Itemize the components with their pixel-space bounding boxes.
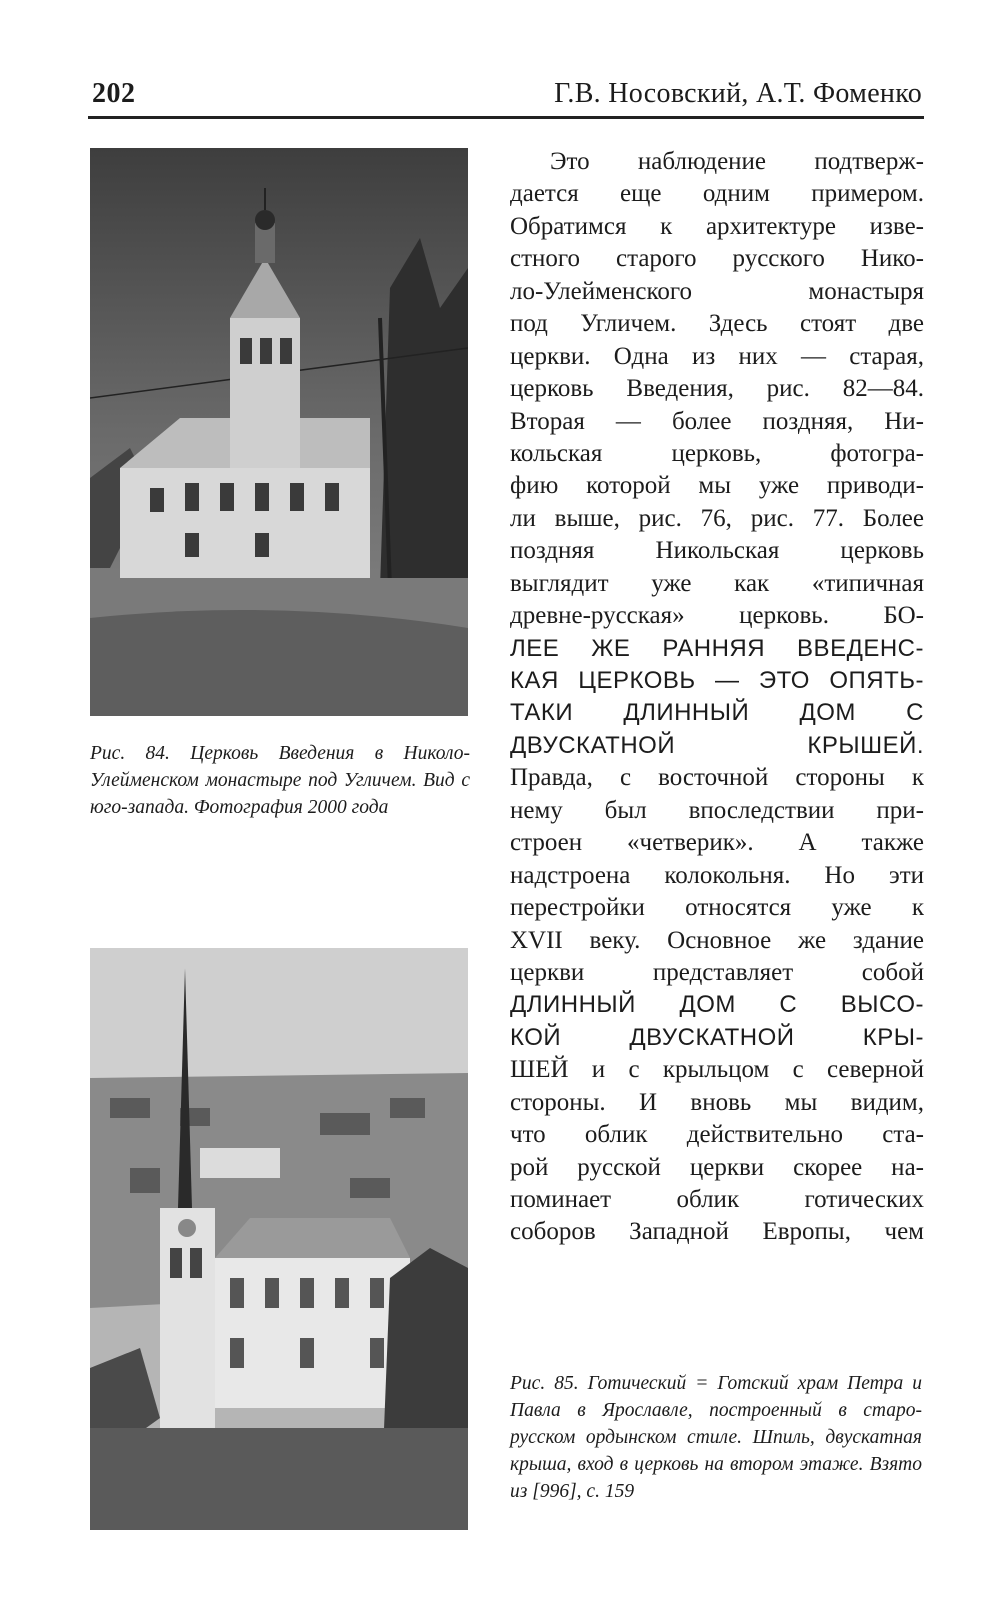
body-line: ШЕЙ и с крыльцом с северной bbox=[510, 1056, 924, 1084]
body-line: под Угличем. Здесь стоят две bbox=[510, 310, 924, 338]
body-line: Обратимся к архитектуре изве- bbox=[510, 212, 924, 240]
figure-84-caption: Рис. 84. Церковь Введения в Николо-Улейменском монастыре под Угличем. Вид с юго-запада. Фотография 2000 года bbox=[90, 743, 470, 818]
body-line: ли выше, рис. 76, рис. 77. Более bbox=[510, 504, 924, 532]
body-line: древне-русская» церковь. БО- bbox=[510, 602, 924, 630]
body-line: фию которой мы уже приводи- bbox=[510, 472, 924, 500]
body-line: XVII веку. Основное же здание bbox=[510, 926, 924, 954]
body-line: Правда, с восточной стороны к bbox=[510, 764, 924, 792]
body-line: поздняя Никольская церковь bbox=[510, 537, 924, 565]
body-line: поминает облик готических bbox=[510, 1186, 924, 1213]
body-line-emphasis: КАЯ ЦЕРКОВЬ — ЭТО ОПЯТЬ- bbox=[510, 667, 924, 694]
body-line: стного старого русского Нико- bbox=[510, 245, 924, 273]
body-line: надстроена колокольня. Но эти bbox=[510, 861, 924, 889]
body-line: стороны. И вновь мы видим, bbox=[510, 1088, 924, 1116]
body-line: выглядит уже как «типичная bbox=[510, 569, 924, 597]
body-line: Вторая — более поздняя, Ни- bbox=[510, 407, 924, 435]
body-line-emphasis: ТАКИ ДЛИННЫЙ ДОМ С bbox=[510, 699, 924, 727]
body-line-emphasis: КОЙ ДВУСКАТНОЙ КРЫ- bbox=[510, 1023, 924, 1051]
body-line: соборов Западной Европы, чем bbox=[510, 1218, 924, 1246]
body-line: церкви представляет собой bbox=[510, 958, 924, 986]
body-line-emphasis: ДЛИННЫЙ ДОМ С ВЫСО- bbox=[510, 991, 924, 1019]
body-line: рой русской церкви скорее на- bbox=[510, 1153, 924, 1181]
body-text bbox=[510, 146, 924, 1249]
body-line: кольская церковь, фотогра- bbox=[510, 439, 924, 467]
body-line: церкви. Одна из них — старая, bbox=[510, 342, 924, 370]
body-line: Это наблюдение подтверж- bbox=[550, 148, 924, 175]
figure-85-caption: Рис. 85. Готический = Готский храм Петра и Павла в Ярославле, построенный в старо-русском ордынском стиле. Шпиль, двускатная крыша, вход в церковь на втором этаже. Взято из [996], с. 159 bbox=[510, 1373, 922, 1502]
body-line: дается еще одним примером. bbox=[510, 180, 924, 208]
body-line: ло-Улейменского монастыря bbox=[510, 277, 924, 305]
body-line: нему был впоследствии при- bbox=[510, 796, 924, 824]
body-line-emphasis: ЛЕЕ ЖЕ РАННЯЯ ВВЕДЕНС- bbox=[510, 634, 924, 662]
running-title-authors: Г.В. Носовский, А.Т. Фоменко bbox=[554, 78, 922, 109]
body-line: что облик действительно ста- bbox=[510, 1121, 924, 1149]
running-header bbox=[88, 70, 924, 119]
figure-85-church-photo bbox=[90, 948, 468, 1530]
body-line: церковь Введения, рис. 82—84. bbox=[510, 375, 924, 403]
body-line: строен «четверик». А также bbox=[510, 829, 924, 857]
page-number: 202 bbox=[92, 78, 136, 109]
figure-84-church-photo bbox=[90, 148, 468, 716]
body-line-emphasis: ДВУСКАТНОЙ КРЫШЕЙ. bbox=[510, 731, 924, 759]
body-line: перестройки относятся уже к bbox=[510, 894, 924, 922]
